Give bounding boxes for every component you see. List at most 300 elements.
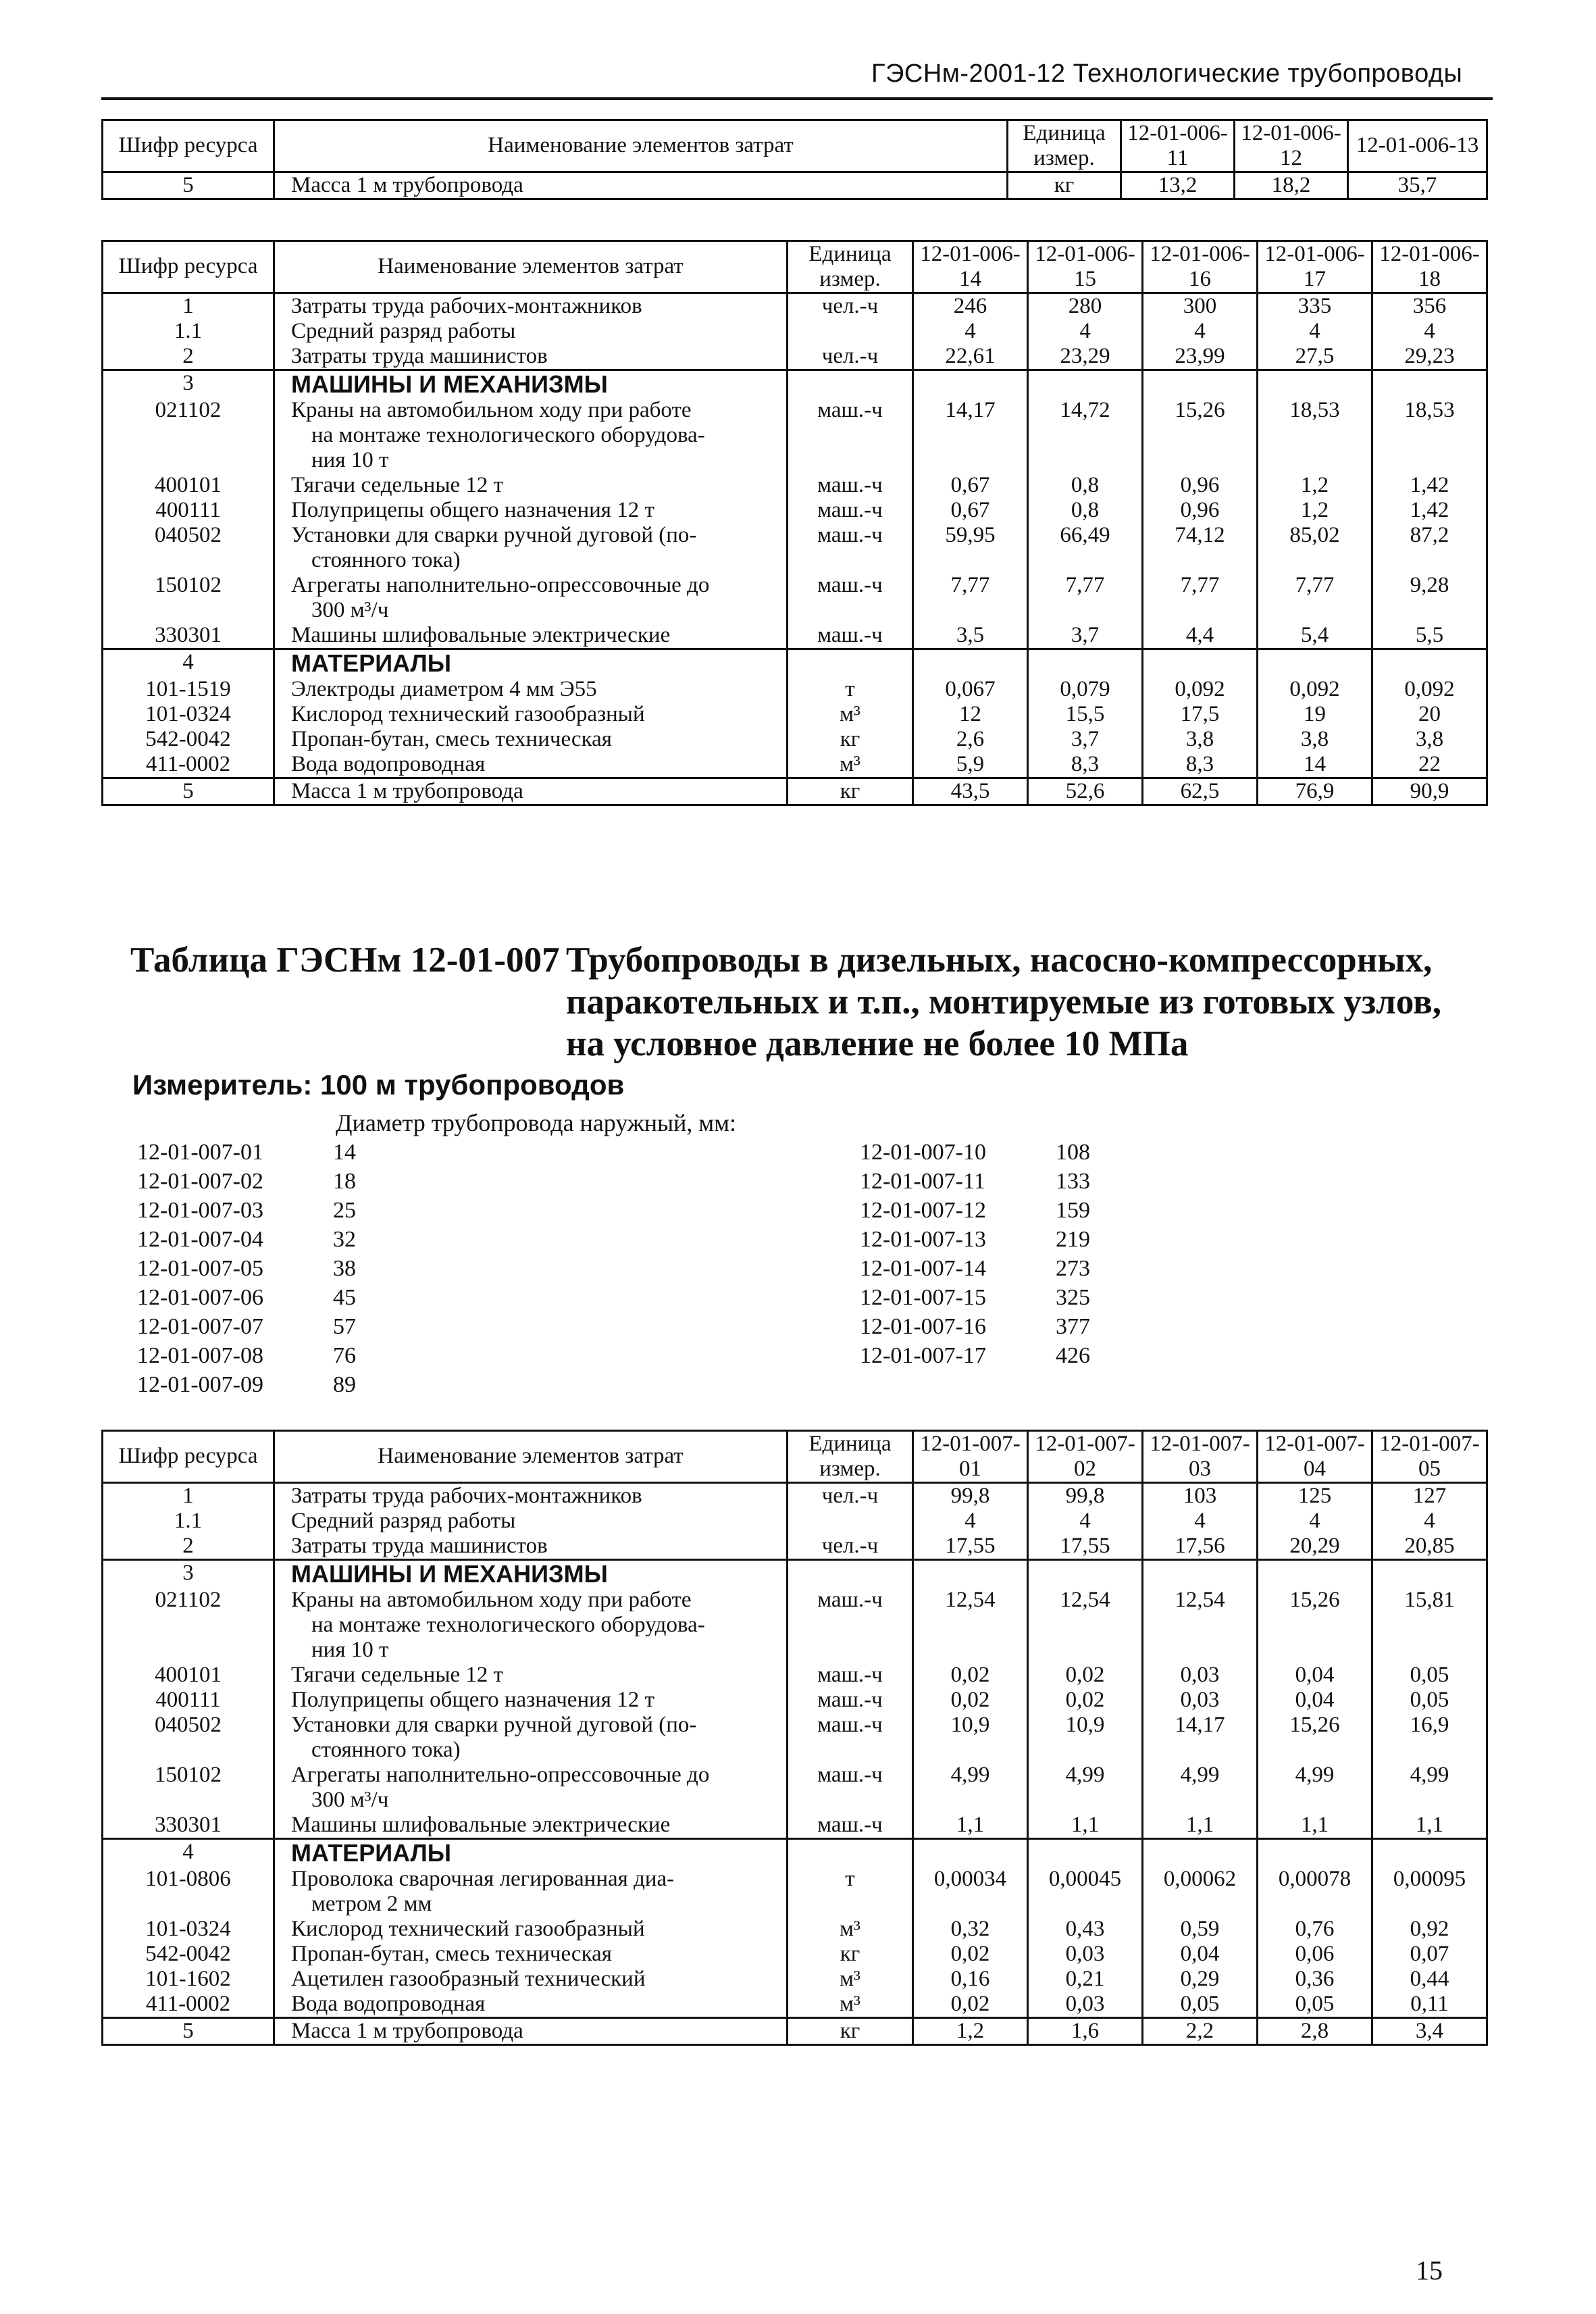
resource-code: 150102 bbox=[103, 1763, 274, 1813]
cost-element-name-line: Агрегаты наполнительно-опрессовочные до bbox=[291, 572, 710, 597]
value-cell: 10,9 bbox=[913, 1713, 1028, 1763]
cost-element-name bbox=[274, 1813, 788, 1838]
code-diameter-row bbox=[860, 1341, 1090, 1370]
norm-code: 12-01-007-06 bbox=[137, 1285, 263, 1310]
cost-element-name bbox=[274, 573, 788, 623]
value-cell: 0,76 bbox=[1258, 1917, 1372, 1942]
codes-list-left bbox=[137, 1138, 356, 1399]
code-diameter-row bbox=[137, 1196, 356, 1225]
value-cell: 1,6 bbox=[1028, 2017, 1143, 2044]
cost-element-name bbox=[274, 293, 788, 318]
value-cell: 0,92 bbox=[1372, 1917, 1487, 1942]
code-diameter-row bbox=[137, 1138, 356, 1167]
value-cell: 20,29 bbox=[1258, 1534, 1372, 1559]
cost-element-name-line: на монтаже технологического оборудова- bbox=[311, 1613, 705, 1638]
cost-element-name-line: Машины шлифовальные электрические bbox=[291, 1812, 671, 1837]
table-row bbox=[103, 1967, 1487, 1992]
empty-cell bbox=[913, 1559, 1028, 1588]
resource-code: 5 bbox=[103, 778, 274, 805]
value-cell: 14,17 bbox=[913, 398, 1028, 473]
resource-code: 330301 bbox=[103, 1813, 274, 1838]
resource-code: 101-1602 bbox=[103, 1967, 274, 1992]
resource-code: 400111 bbox=[103, 1688, 274, 1713]
cost-element-name-line: Установки для сварки ручной дуговой (по- bbox=[291, 1712, 697, 1737]
value-cell: 0,02 bbox=[1028, 1663, 1143, 1688]
cost-element-name bbox=[274, 1588, 788, 1663]
unit-cell: маш.-ч bbox=[788, 623, 913, 649]
value-cell: 0,16 bbox=[913, 1967, 1028, 1992]
value-cell: 5,4 bbox=[1258, 623, 1372, 649]
norm-code: 12-01-007-01 bbox=[137, 1140, 263, 1165]
value-cell: 356 bbox=[1372, 293, 1487, 318]
value-cell: 23,29 bbox=[1028, 344, 1143, 370]
cost-element-name-line: Затраты труда рабочих-монтажников bbox=[291, 293, 642, 318]
table-row bbox=[103, 1534, 1487, 1559]
value-cell: 5,5 bbox=[1372, 623, 1487, 649]
cost-element-name bbox=[274, 1663, 788, 1688]
resource-code: 5 bbox=[103, 2017, 274, 2044]
cost-element-name-line: Масса 1 м трубопровода bbox=[291, 2018, 523, 2043]
unit-cell: чел.-ч bbox=[788, 1534, 913, 1559]
cost-element-name-line: Ацетилен газообразный технический bbox=[291, 1966, 646, 1991]
table-row bbox=[103, 2017, 1487, 2044]
value-cell: 3,7 bbox=[1028, 727, 1143, 752]
value-cell: 29,23 bbox=[1372, 344, 1487, 370]
unit-cell: маш.-ч bbox=[788, 1688, 913, 1713]
value-cell: 1,1 bbox=[1143, 1813, 1258, 1838]
value-cell: 22 bbox=[1372, 752, 1487, 778]
value-cell: 1,1 bbox=[1028, 1813, 1143, 1838]
section-title: МАТЕРИАЛЫ bbox=[274, 1838, 788, 1867]
value-cell: 335 bbox=[1258, 293, 1372, 318]
value-cell: 4,99 bbox=[1143, 1763, 1258, 1813]
table-row bbox=[103, 1713, 1487, 1763]
value-cell: 0,29 bbox=[1143, 1967, 1258, 1992]
norm-code: 12-01-007-05 bbox=[137, 1256, 263, 1281]
value-cell: 99,8 bbox=[913, 1482, 1028, 1508]
value-cell: 4 bbox=[1143, 1509, 1258, 1534]
resource-code: 1.1 bbox=[103, 1509, 274, 1534]
value-cell: 0,11 bbox=[1372, 1992, 1487, 2017]
value-cell: 4,4 bbox=[1143, 623, 1258, 649]
value-cell: 15,81 bbox=[1372, 1588, 1487, 1663]
norm-code: 12-01-007-16 bbox=[860, 1314, 986, 1339]
cost-element-name bbox=[274, 2017, 788, 2044]
value-cell: 19 bbox=[1258, 702, 1372, 727]
value-cell: 0,02 bbox=[913, 1663, 1028, 1688]
empty-cell bbox=[1372, 1838, 1487, 1867]
diameter-value: 273 bbox=[1056, 1256, 1090, 1281]
code-diameter-row bbox=[860, 1138, 1090, 1167]
value-cell: 4 bbox=[913, 319, 1028, 344]
diameter-value: 76 bbox=[333, 1343, 356, 1368]
codes-list-right bbox=[860, 1138, 1090, 1370]
value-cell: 12,54 bbox=[1028, 1588, 1143, 1663]
value-cell: 8,3 bbox=[1143, 752, 1258, 778]
value-cell: 4,99 bbox=[913, 1763, 1028, 1813]
value-cell: 1,2 bbox=[1258, 498, 1372, 523]
cost-element-name bbox=[274, 344, 788, 370]
cost-element-name bbox=[274, 778, 788, 805]
resource-code: 3 bbox=[103, 370, 274, 398]
unit-cell bbox=[788, 1509, 913, 1534]
value-cell: 0,8 bbox=[1028, 498, 1143, 523]
diameter-value: 159 bbox=[1056, 1198, 1090, 1223]
value-cell: 0,05 bbox=[1372, 1663, 1487, 1688]
empty-cell bbox=[1372, 649, 1487, 677]
header-rule bbox=[101, 97, 1493, 100]
value-cell: 18,2 bbox=[1235, 172, 1348, 199]
cost-element-name-line: стоянного тока) bbox=[311, 547, 461, 572]
diameter-value: 219 bbox=[1056, 1227, 1090, 1252]
unit-cell: маш.-ч bbox=[788, 398, 913, 473]
value-cell: 3,5 bbox=[913, 623, 1028, 649]
resource-code: 101-0324 bbox=[103, 702, 274, 727]
resource-code: 4 bbox=[103, 649, 274, 677]
cost-element-name-line: Полуприцепы общего назначения 12 т bbox=[291, 497, 654, 522]
cost-element-name bbox=[274, 1688, 788, 1713]
norm-code: 12-01-007-09 bbox=[137, 1372, 263, 1397]
cost-element-name-line: стоянного тока) bbox=[311, 1737, 461, 1762]
value-cell: 22,61 bbox=[913, 344, 1028, 370]
diameter-label: Диаметр трубопровода наружный, мм: bbox=[336, 1109, 736, 1136]
cost-element-name-line: Проволока сварочная легированная диа- bbox=[291, 1866, 675, 1891]
value-cell: 35,7 bbox=[1348, 172, 1487, 199]
cost-element-name bbox=[274, 1509, 788, 1534]
unit-cell: кг bbox=[1008, 172, 1121, 199]
table-row bbox=[103, 752, 1487, 778]
unit-cell: т bbox=[788, 677, 913, 702]
resource-code: 3 bbox=[103, 1559, 274, 1588]
empty-cell bbox=[1258, 1838, 1372, 1867]
header-col: 12-01-006-14 bbox=[913, 241, 1028, 293]
value-cell: 0,8 bbox=[1028, 473, 1143, 498]
diameter-value: 18 bbox=[333, 1169, 356, 1194]
cost-element-name bbox=[274, 172, 1008, 199]
table-row bbox=[103, 344, 1487, 370]
empty-cell bbox=[1028, 649, 1143, 677]
norm-code: 12-01-007-13 bbox=[860, 1227, 986, 1252]
diameter-value: 14 bbox=[333, 1140, 356, 1165]
cost-element-name-line: Краны на автомобильном ходу при работе bbox=[291, 1588, 692, 1613]
value-cell: 4 bbox=[1258, 1509, 1372, 1534]
value-cell: 12 bbox=[913, 702, 1028, 727]
resource-code: 542-0042 bbox=[103, 727, 274, 752]
empty-cell bbox=[1028, 370, 1143, 398]
value-cell: 12,54 bbox=[1143, 1588, 1258, 1663]
cost-element-name-line: 300 м³/ч bbox=[311, 597, 389, 622]
value-cell: 0,96 bbox=[1143, 473, 1258, 498]
norm-code: 12-01-007-12 bbox=[860, 1198, 986, 1223]
value-cell: 127 bbox=[1372, 1482, 1487, 1508]
resource-code: 021102 bbox=[103, 398, 274, 473]
diameter-value: 133 bbox=[1056, 1169, 1090, 1194]
section-row bbox=[103, 1559, 1487, 1588]
resource-code: 400101 bbox=[103, 1663, 274, 1688]
value-cell: 1,42 bbox=[1372, 473, 1487, 498]
cost-element-name-line: Средний разряд работы bbox=[291, 318, 516, 343]
norm-code: 12-01-007-17 bbox=[860, 1343, 986, 1368]
value-cell: 0,03 bbox=[1143, 1688, 1258, 1713]
section-title: МАШИНЫ И МЕХАНИЗМЫ bbox=[274, 370, 788, 398]
code-diameter-row bbox=[860, 1167, 1090, 1196]
unit-cell: маш.-ч bbox=[788, 473, 913, 498]
cost-element-name-line: Установки для сварки ручной дуговой (по- bbox=[291, 522, 697, 547]
table-row bbox=[103, 727, 1487, 752]
cost-element-name bbox=[274, 1534, 788, 1559]
cost-element-name bbox=[274, 1942, 788, 1967]
value-cell: 4,99 bbox=[1258, 1763, 1372, 1813]
value-cell: 0,36 bbox=[1258, 1967, 1372, 1992]
code-diameter-row bbox=[860, 1254, 1090, 1283]
page-number: 15 bbox=[1416, 2255, 1443, 2286]
empty-cell bbox=[1143, 649, 1258, 677]
measure-unit: Измеритель: 100 м трубопроводов bbox=[132, 1069, 625, 1101]
unit-cell: т bbox=[788, 1867, 913, 1917]
unit-cell: кг bbox=[788, 778, 913, 805]
cost-element-name-line: Вода водопроводная bbox=[291, 1991, 486, 2016]
value-cell: 15,26 bbox=[1258, 1588, 1372, 1663]
table-row bbox=[103, 398, 1487, 473]
empty-cell bbox=[788, 1559, 913, 1588]
resource-code: 400111 bbox=[103, 498, 274, 523]
unit-cell: маш.-ч bbox=[788, 498, 913, 523]
norm-code: 12-01-007-07 bbox=[137, 1314, 263, 1339]
unit-cell: чел.-ч bbox=[788, 1482, 913, 1508]
resource-code: 021102 bbox=[103, 1588, 274, 1663]
norm-code: 12-01-007-02 bbox=[137, 1169, 263, 1194]
value-cell: 0,00034 bbox=[913, 1867, 1028, 1917]
code-diameter-row bbox=[137, 1283, 356, 1312]
running-header: ГЭСНм-2001-12 Технологические трубопроводы bbox=[871, 59, 1463, 88]
cost-element-name bbox=[274, 677, 788, 702]
section-row bbox=[103, 649, 1487, 677]
diameter-value: 377 bbox=[1056, 1314, 1090, 1339]
value-cell: 0,59 bbox=[1143, 1917, 1258, 1942]
diameter-value: 25 bbox=[333, 1198, 356, 1223]
value-cell: 14 bbox=[1258, 752, 1372, 778]
cost-element-name bbox=[274, 473, 788, 498]
value-cell: 0,21 bbox=[1028, 1967, 1143, 1992]
value-cell: 0,67 bbox=[913, 473, 1028, 498]
table-row bbox=[103, 1763, 1487, 1813]
table-row bbox=[103, 1509, 1487, 1534]
table-row bbox=[103, 1992, 1487, 2017]
header-unit: Единица измер. bbox=[1008, 120, 1121, 172]
empty-cell bbox=[1143, 1559, 1258, 1588]
value-cell: 0,03 bbox=[1028, 1992, 1143, 2017]
resource-code: 4 bbox=[103, 1838, 274, 1867]
empty-cell bbox=[1143, 1838, 1258, 1867]
empty-cell bbox=[913, 649, 1028, 677]
cost-element-name-line: Полуприцепы общего назначения 12 т bbox=[291, 1687, 654, 1712]
section-title: МАШИНЫ И МЕХАНИЗМЫ bbox=[274, 1559, 788, 1588]
unit-cell: маш.-ч bbox=[788, 1813, 913, 1838]
cost-element-name-line: Кислород технический газообразный bbox=[291, 1916, 645, 1941]
value-cell: 3,8 bbox=[1258, 727, 1372, 752]
cost-element-name bbox=[274, 319, 788, 344]
value-cell: 0,067 bbox=[913, 677, 1028, 702]
code-diameter-row bbox=[860, 1196, 1090, 1225]
cost-element-name bbox=[274, 702, 788, 727]
cost-element-name-line: на монтаже технологического оборудова- bbox=[311, 423, 705, 448]
value-cell: 0,04 bbox=[1143, 1942, 1258, 1967]
header-col: 12-01-006-17 bbox=[1258, 241, 1372, 293]
unit-cell: маш.-ч bbox=[788, 1713, 913, 1763]
table-row bbox=[103, 1688, 1487, 1713]
value-cell: 13,2 bbox=[1121, 172, 1235, 199]
value-cell: 0,00062 bbox=[1143, 1867, 1258, 1917]
unit-cell: м³ bbox=[788, 1992, 913, 2017]
value-cell: 103 bbox=[1143, 1482, 1258, 1508]
table-row bbox=[103, 1813, 1487, 1838]
table-row bbox=[103, 1867, 1487, 1917]
value-cell: 4 bbox=[1143, 319, 1258, 344]
table-row bbox=[103, 1917, 1487, 1942]
resource-code: 5 bbox=[103, 172, 274, 199]
cost-element-name-line: ния 10 т bbox=[311, 1637, 389, 1662]
resource-code: 411-0002 bbox=[103, 1992, 274, 2017]
header-name: Наименование элементов затрат bbox=[274, 241, 788, 293]
cost-element-name-line: ния 10 т bbox=[311, 447, 389, 472]
table-heading-label: Таблица ГЭСНм 12-01-007 bbox=[130, 940, 560, 980]
unit-cell: м³ bbox=[788, 702, 913, 727]
value-cell: 66,49 bbox=[1028, 523, 1143, 573]
cost-element-name-line: Затраты труда машинистов bbox=[291, 1533, 548, 1558]
resource-code: 040502 bbox=[103, 1713, 274, 1763]
value-cell: 62,5 bbox=[1143, 778, 1258, 805]
value-cell: 0,02 bbox=[913, 1992, 1028, 2017]
header-col: 12-01-007-04 bbox=[1258, 1431, 1372, 1483]
empty-cell bbox=[1372, 370, 1487, 398]
empty-cell bbox=[913, 1838, 1028, 1867]
header-code: Шифр ресурса bbox=[103, 1431, 274, 1483]
table-12-01-007 bbox=[101, 1430, 1488, 2046]
empty-cell bbox=[1372, 1559, 1487, 1588]
section-title: МАТЕРИАЛЫ bbox=[274, 649, 788, 677]
cost-element-name-line: Электроды диаметром 4 мм Э55 bbox=[291, 676, 597, 701]
resource-code: 101-0806 bbox=[103, 1867, 274, 1917]
value-cell: 12,54 bbox=[913, 1588, 1028, 1663]
value-cell: 85,02 bbox=[1258, 523, 1372, 573]
value-cell: 87,2 bbox=[1372, 523, 1487, 573]
resource-code: 2 bbox=[103, 1534, 274, 1559]
cost-element-name-line: Пропан-бутан, смесь техническая bbox=[291, 726, 612, 751]
code-diameter-row bbox=[860, 1312, 1090, 1341]
table-row bbox=[103, 1482, 1487, 1508]
resource-code: 542-0042 bbox=[103, 1942, 274, 1967]
value-cell: 0,00045 bbox=[1028, 1867, 1143, 1917]
cost-element-name bbox=[274, 498, 788, 523]
table-row bbox=[103, 319, 1487, 344]
value-cell: 0,06 bbox=[1258, 1942, 1372, 1967]
header-col: 12-01-006-16 bbox=[1143, 241, 1258, 293]
unit-cell bbox=[788, 319, 913, 344]
value-cell: 0,04 bbox=[1258, 1688, 1372, 1713]
table-row bbox=[103, 473, 1487, 498]
code-diameter-row bbox=[137, 1167, 356, 1196]
resource-code: 101-1519 bbox=[103, 677, 274, 702]
value-cell: 10,9 bbox=[1028, 1713, 1143, 1763]
value-cell: 43,5 bbox=[913, 778, 1028, 805]
value-cell: 7,77 bbox=[913, 573, 1028, 623]
value-cell: 0,03 bbox=[1143, 1663, 1258, 1688]
value-cell: 0,00078 bbox=[1258, 1867, 1372, 1917]
header-code: Шифр ресурса bbox=[103, 241, 274, 293]
value-cell: 280 bbox=[1028, 293, 1143, 318]
value-cell: 17,55 bbox=[1028, 1534, 1143, 1559]
unit-cell: чел.-ч bbox=[788, 344, 913, 370]
table-heading-title: Трубопроводы в дизельных, насосно-компрессорных, паракотельных и т.п., монтируемые из готовых узлов, на условное давление не более 10 МПа bbox=[566, 940, 1441, 1063]
unit-cell: м³ bbox=[788, 752, 913, 778]
value-cell: 8,3 bbox=[1028, 752, 1143, 778]
value-cell: 20 bbox=[1372, 702, 1487, 727]
value-cell: 0,02 bbox=[913, 1942, 1028, 1967]
resource-code: 2 bbox=[103, 344, 274, 370]
resource-code: 1 bbox=[103, 293, 274, 318]
value-cell: 76,9 bbox=[1258, 778, 1372, 805]
cost-element-name-line: 300 м³/ч bbox=[311, 1787, 389, 1812]
cost-element-name-line: Средний разряд работы bbox=[291, 1508, 516, 1533]
value-cell: 74,12 bbox=[1143, 523, 1258, 573]
norm-code: 12-01-007-11 bbox=[860, 1169, 985, 1194]
value-cell: 4 bbox=[913, 1509, 1028, 1534]
unit-cell: кг bbox=[788, 727, 913, 752]
value-cell: 300 bbox=[1143, 293, 1258, 318]
section-row bbox=[103, 1838, 1487, 1867]
table-row bbox=[103, 172, 1487, 199]
diameter-value: 45 bbox=[333, 1285, 356, 1310]
value-cell: 3,7 bbox=[1028, 623, 1143, 649]
diameter-value: 32 bbox=[333, 1227, 356, 1252]
header-col: 12-01-007-03 bbox=[1143, 1431, 1258, 1483]
value-cell: 90,9 bbox=[1372, 778, 1487, 805]
value-cell: 1,1 bbox=[913, 1813, 1028, 1838]
value-cell: 0,32 bbox=[913, 1917, 1028, 1942]
empty-cell bbox=[788, 1838, 913, 1867]
empty-cell bbox=[788, 649, 913, 677]
section-row bbox=[103, 370, 1487, 398]
cost-element-name bbox=[274, 1992, 788, 2017]
cost-element-name bbox=[274, 623, 788, 649]
cost-element-name-line: Агрегаты наполнительно-опрессовочные до bbox=[291, 1762, 710, 1787]
unit-cell: чел.-ч bbox=[788, 293, 913, 318]
value-cell: 3,8 bbox=[1143, 727, 1258, 752]
value-cell: 0,05 bbox=[1258, 1992, 1372, 2017]
value-cell: 1,42 bbox=[1372, 498, 1487, 523]
resource-code: 1 bbox=[103, 1482, 274, 1508]
value-cell: 0,43 bbox=[1028, 1917, 1143, 1942]
code-diameter-row bbox=[137, 1225, 356, 1254]
value-cell: 4 bbox=[1028, 319, 1143, 344]
code-diameter-row bbox=[137, 1370, 356, 1399]
diameter-value: 89 bbox=[333, 1372, 356, 1397]
table-row bbox=[103, 677, 1487, 702]
unit-cell: маш.-ч bbox=[788, 1663, 913, 1688]
code-diameter-row bbox=[137, 1341, 356, 1370]
value-cell: 7,77 bbox=[1028, 573, 1143, 623]
unit-cell: маш.-ч bbox=[788, 1763, 913, 1813]
unit-cell: маш.-ч bbox=[788, 523, 913, 573]
table-12-01-006-part2 bbox=[101, 240, 1488, 806]
cost-element-name-line: Масса 1 м трубопровода bbox=[291, 172, 523, 197]
norm-code: 12-01-007-04 bbox=[137, 1227, 263, 1252]
value-cell: 23,99 bbox=[1143, 344, 1258, 370]
value-cell: 9,28 bbox=[1372, 573, 1487, 623]
value-cell: 125 bbox=[1258, 1482, 1372, 1508]
cost-element-name bbox=[274, 752, 788, 778]
value-cell: 99,8 bbox=[1028, 1482, 1143, 1508]
